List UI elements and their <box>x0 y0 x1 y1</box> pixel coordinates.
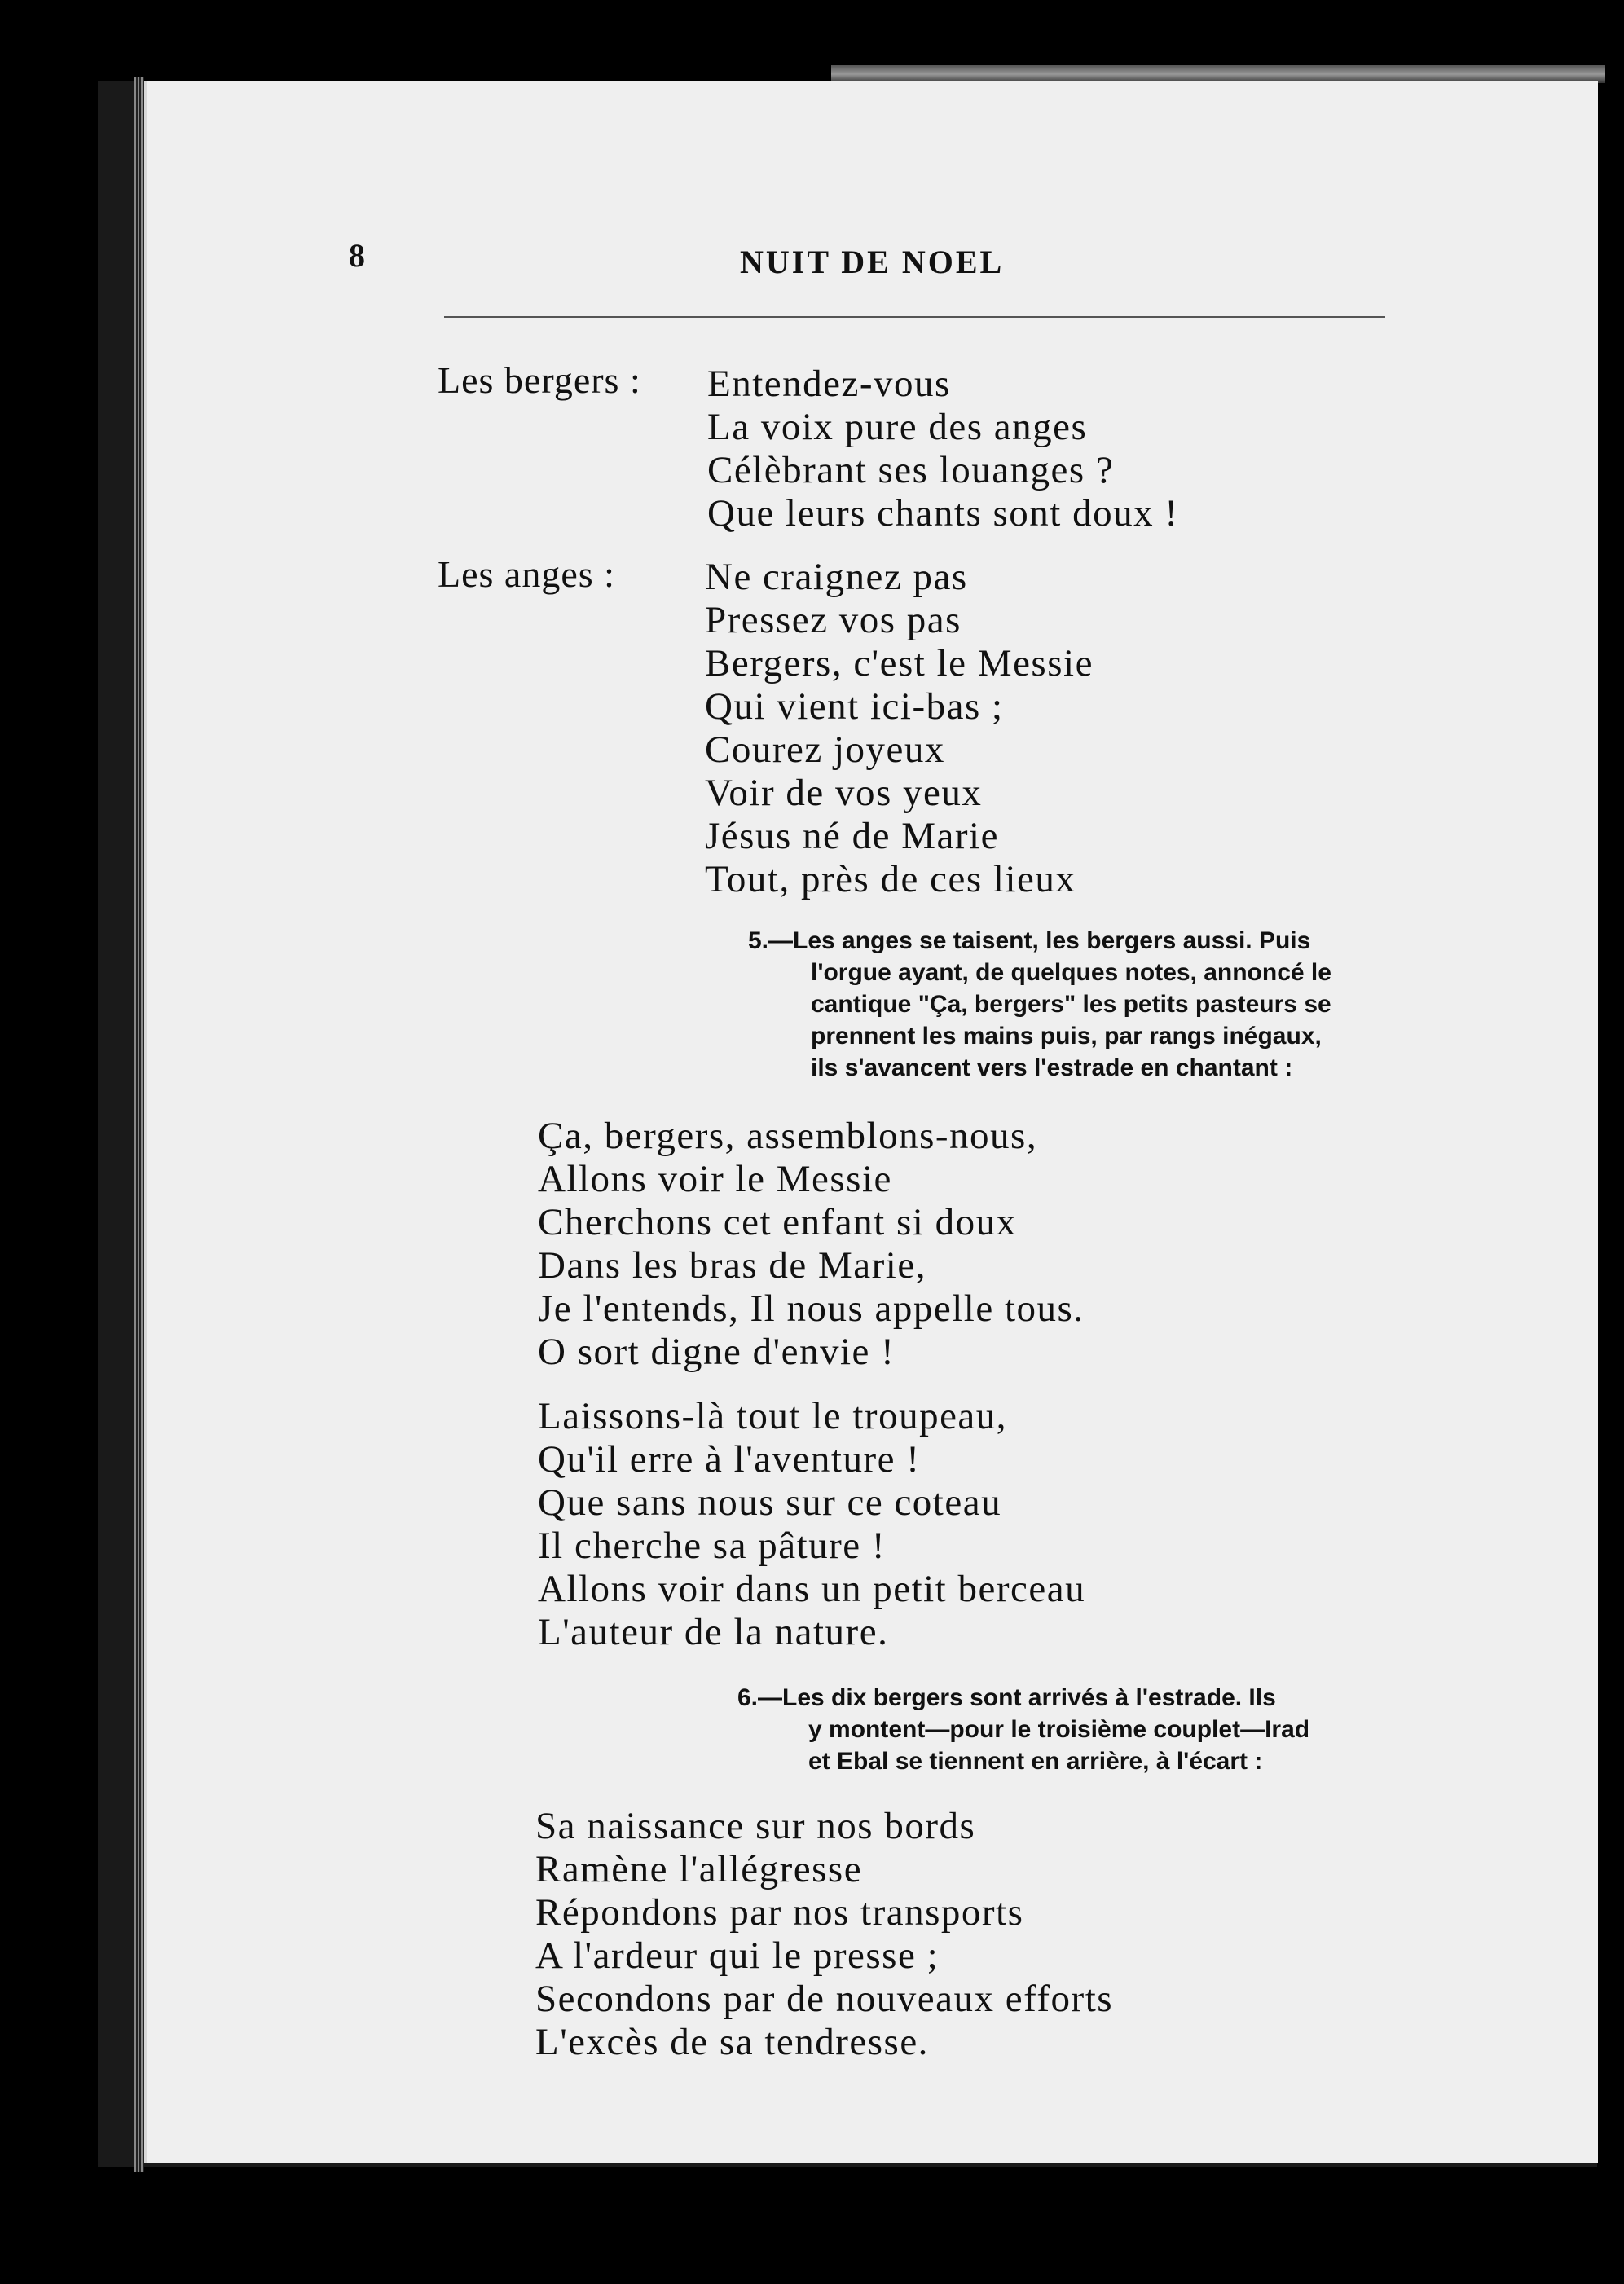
bergers-verse <box>707 363 1178 535</box>
verse-line: La voix pure des anges <box>707 406 1088 448</box>
verse-line: Courez joyeux <box>705 728 945 771</box>
stanza-2 <box>538 1395 1085 1654</box>
verse-line: Cherchons cet enfant si doux <box>538 1201 1017 1243</box>
verse-line: Pressez vos pas <box>705 599 962 641</box>
stage-direction-6 <box>737 1682 1309 1777</box>
verse-line: O sort digne d'envie ! <box>538 1331 896 1373</box>
speaker-anges: Les anges : <box>438 553 615 595</box>
verse-line: Ça, bergers, assemblons-nous, <box>538 1115 1038 1157</box>
anges-verse <box>705 556 1094 901</box>
verse-line: Qu'il erre à l'aventure ! <box>538 1438 921 1481</box>
verse-line: Que sans nous sur ce coteau <box>538 1481 1002 1524</box>
direction-line: ils s'avancent vers l'estrade en chantant : <box>811 1054 1293 1081</box>
verse-line: Bergers, c'est le Messie <box>705 642 1094 684</box>
verse-line: Ne craignez pas <box>705 556 968 598</box>
verse-line: Je l'entends, Il nous appelle tous. <box>538 1287 1085 1330</box>
stage-direction-5 <box>748 925 1331 1084</box>
speaker-bergers: Les bergers : <box>438 359 641 401</box>
running-title: NUIT DE NOEL <box>740 244 1005 280</box>
verse-line: Dans les bras de Marie, <box>538 1244 926 1287</box>
direction-line: prennent les mains puis, par rangs inégaux, <box>811 1023 1322 1050</box>
verse-line: L'excès de sa tendresse. <box>535 2021 929 2063</box>
verse-line: A l'ardeur qui le presse ; <box>535 1934 940 1977</box>
header-rule <box>444 316 1385 318</box>
verse-line: Célèbrant ses louanges ? <box>707 449 1115 491</box>
direction-line: 6.—Les dix bergers sont arrivés à l'estrade. Ils <box>737 1684 1276 1711</box>
direction-line: y montent—pour le troisième couplet—Irad <box>808 1716 1310 1743</box>
verse-line: Qui vient ici-bas ; <box>705 685 1004 728</box>
direction-line: et Ebal se tiennent en arrière, à l'écart : <box>808 1748 1263 1775</box>
direction-line: 5.—Les anges se taisent, les bergers aussi. Puis <box>748 927 1311 954</box>
stanza-1 <box>538 1115 1085 1374</box>
verse-line: Laissons-là tout le troupeau, <box>538 1395 1008 1437</box>
verse-line: Secondons par de nouveaux efforts <box>535 1978 1114 2020</box>
page-number: 8 <box>349 237 365 274</box>
book-edge-top <box>831 65 1605 83</box>
verse-line: Allons voir dans un petit berceau <box>538 1568 1086 1610</box>
book-spine-edge <box>134 77 144 2172</box>
verse-line: Allons voir le Messie <box>538 1158 892 1200</box>
verse-line: Entendez-vous <box>707 363 951 405</box>
verse-line: Que leurs chants sont doux ! <box>707 492 1179 535</box>
verse-line: Ramène l'allégresse <box>535 1848 863 1890</box>
verse-line: Sa naissance sur nos bords <box>535 1805 976 1847</box>
verse-line: Répondons par nos transports <box>535 1891 1024 1934</box>
verse-line: Il cherche sa pâture ! <box>538 1525 887 1567</box>
verse-line: L'auteur de la nature. <box>538 1611 889 1653</box>
verse-line: Tout, près de ces lieux <box>705 858 1076 900</box>
verse-line: Voir de vos yeux <box>705 772 983 814</box>
stanza-3 <box>535 1805 1113 2064</box>
direction-line: l'orgue ayant, de quelques notes, annoncé le <box>811 959 1331 986</box>
direction-line: cantique "Ça, bergers" les petits pasteurs se <box>811 991 1331 1018</box>
verse-line: Jésus né de Marie <box>705 815 999 857</box>
